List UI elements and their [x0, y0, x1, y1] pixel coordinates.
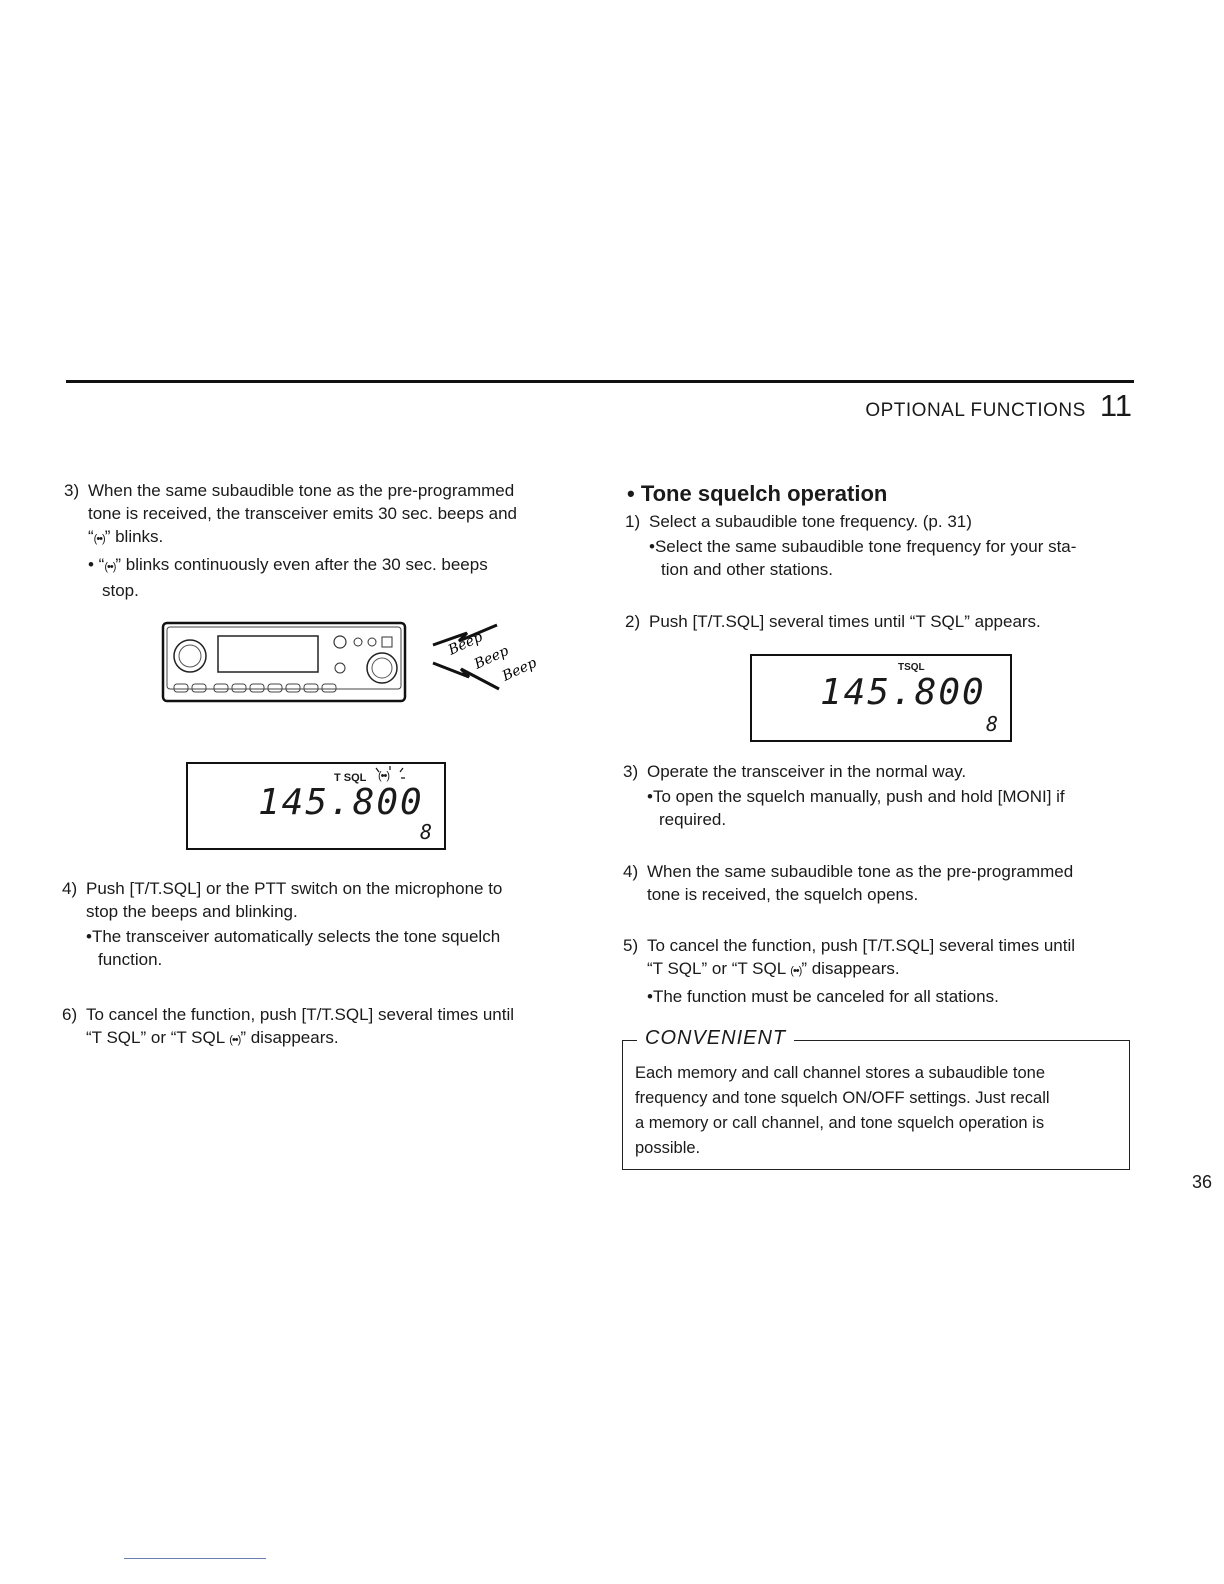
beep-lightning-illustration	[425, 615, 555, 705]
bullet-continued: function.	[98, 950, 163, 969]
step-text: Push [T/T.SQL] several times until “T SQL” appears.	[649, 612, 1041, 631]
lcd-display-left	[186, 762, 446, 850]
note-line: possible.	[635, 1139, 701, 1157]
right-step-2	[625, 610, 1145, 633]
step-number: 2)	[625, 612, 641, 631]
blink-icon: (••)	[229, 1034, 241, 1046]
radio-panel-illustration	[160, 618, 410, 708]
bullet-continued: tion and other stations.	[661, 560, 834, 579]
step-text-blink-line: “(••)” blinks.	[88, 527, 164, 546]
left-step-6	[62, 1003, 582, 1052]
bullet: •To open the squelch manually, push and hold [MONI] if	[647, 787, 1065, 806]
top-rule	[66, 380, 1134, 383]
step-number: 4)	[62, 879, 78, 898]
step-text: Select a subaudible tone frequency. (p. 31)	[649, 512, 972, 531]
left-step-4	[62, 877, 582, 971]
lcd-display-right	[750, 654, 1012, 742]
note-line: a memory or call channel, and tone squelch operation is	[635, 1114, 1045, 1132]
right-step-5	[623, 934, 1143, 1008]
step-text: Push [T/T.SQL] or the PTT switch on the microphone to	[86, 879, 503, 898]
step-number: 4)	[623, 862, 639, 881]
step-number: 6)	[62, 1005, 78, 1024]
convenient-body	[635, 1061, 1119, 1161]
tone-squelch-heading: • Tone squelch operation	[627, 481, 888, 506]
bullet: • “(••)” blinks continuously even after the 30 sec. beeps	[88, 555, 488, 574]
step-text: To cancel the function, push [T/T.SQL] several times until	[647, 936, 1076, 955]
step-number: 1)	[625, 512, 641, 531]
bullet-continued: required.	[659, 810, 727, 829]
right-step-3	[623, 760, 1143, 831]
step-text: When the same subaudible tone as the pre-programmed	[647, 862, 1074, 881]
section-number: 11	[1099, 388, 1132, 423]
left-step-3	[64, 479, 584, 602]
tsql-indicator: T SQL	[334, 772, 367, 784]
small-knob-icon	[334, 636, 346, 648]
step-number: 3)	[64, 481, 80, 500]
frequency-readout: 145.800	[258, 782, 424, 823]
frequency-readout: 145.800	[820, 672, 986, 713]
step-text-tsql-line: “T SQL” or “T SQL (••)” disappears.	[86, 1028, 339, 1047]
radio-display-window	[218, 636, 318, 672]
note-line: frequency and tone squelch ON/OFF settings. Just recall	[635, 1089, 1050, 1107]
convenient-note-box	[622, 1027, 1130, 1170]
bullet-continued: stop.	[102, 581, 139, 600]
step-number: 5)	[623, 936, 639, 955]
beep-word: Beep	[445, 628, 486, 659]
convenient-title: CONVENIENT	[637, 1027, 794, 1050]
note-line: Each memory and call channel stores a subaudible tone	[635, 1064, 1045, 1082]
beep-word: Beep	[499, 654, 540, 685]
section-header	[865, 388, 1132, 424]
bullet: •The transceiver automatically selects the tone squelch	[86, 927, 501, 946]
step-text-tsql-line: “T SQL” or “T SQL (••)” disappears.	[647, 959, 900, 978]
bottom-divider	[124, 1558, 266, 1559]
bullet: •Select the same subaudible tone frequency for your sta-	[649, 537, 1077, 556]
radio-button-row	[174, 684, 336, 692]
step-text: Operate the transceiver in the normal way.	[647, 762, 967, 781]
right-step-1	[625, 510, 1145, 581]
step-number: 3)	[623, 762, 639, 781]
tsql-indicator: TSQL	[898, 662, 925, 673]
beep-word: Beep	[471, 642, 512, 673]
step-text: To cancel the function, push [T/T.SQL] several times until	[86, 1005, 515, 1024]
blink-icon: (••)	[790, 965, 802, 977]
channel-readout: 8	[419, 820, 434, 844]
blink-icon: (••)	[378, 770, 390, 782]
step-text: stop the beeps and blinking.	[86, 902, 298, 921]
page-number: 36	[1192, 1172, 1213, 1192]
channel-readout: 8	[985, 712, 1000, 736]
bullet: •The function must be canceled for all stations.	[647, 987, 999, 1006]
step-text: When the same subaudible tone as the pre-programmed	[88, 481, 515, 500]
blink-icon: (••)	[93, 533, 105, 545]
step-text: tone is received, the squelch opens.	[647, 885, 919, 904]
right-step-4	[623, 860, 1143, 906]
section-title: OPTIONAL FUNCTIONS	[865, 400, 1086, 421]
step-text: tone is received, the transceiver emits 30 sec. beeps and	[88, 504, 518, 523]
blink-icon: (••)	[104, 561, 116, 573]
